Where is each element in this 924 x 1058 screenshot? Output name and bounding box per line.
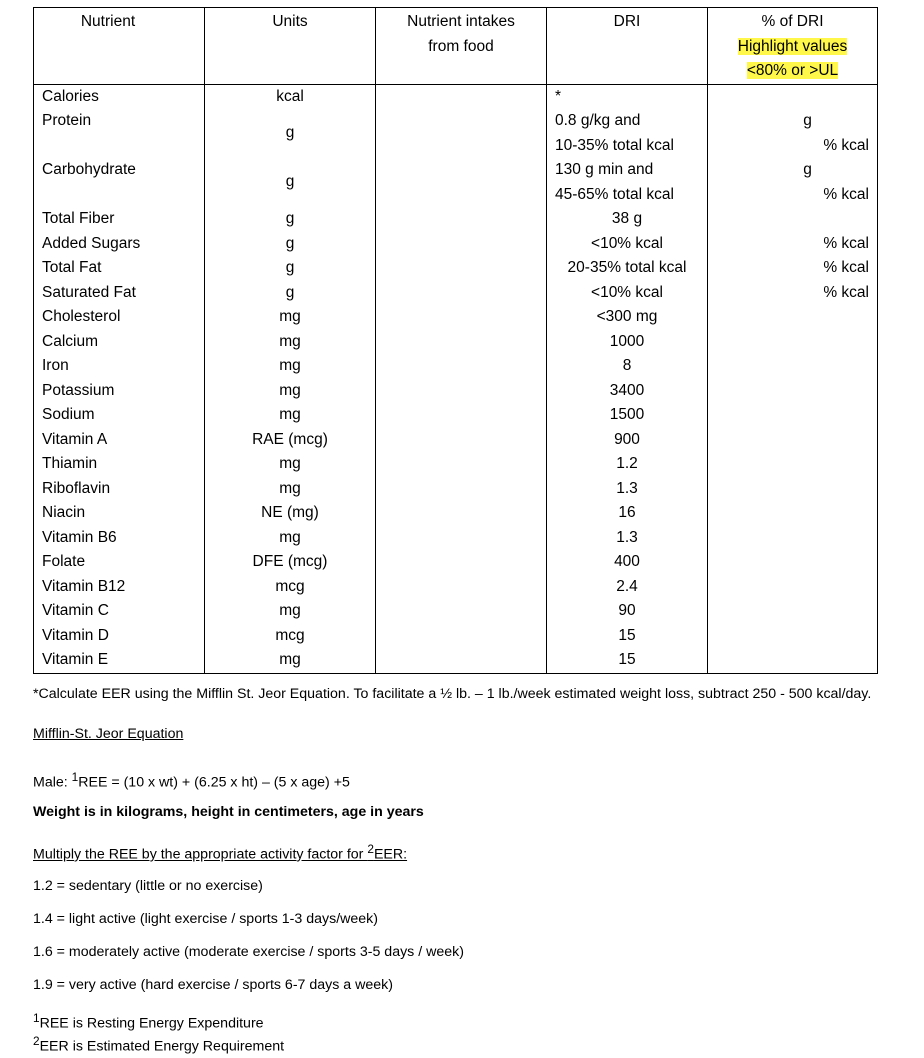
pct-dri-cell: [708, 477, 878, 502]
equation-title: Mifflin-St. Jeor Equation: [33, 726, 184, 742]
dri-value: *: [547, 84, 708, 109]
nutrient-units: g: [205, 109, 376, 158]
intake-cell: [376, 158, 547, 207]
pct-dri-cell: [708, 599, 878, 624]
table-row: [34, 403, 878, 428]
intake-cell: [376, 232, 547, 257]
nutrient-name: Niacin: [34, 501, 205, 526]
pct-dri-cell: % kcal: [708, 232, 878, 257]
dri-value: 15: [547, 624, 708, 649]
pct-dri-cell: g % kcal: [708, 158, 878, 207]
dri-value: <10% kcal: [547, 281, 708, 306]
nutrient-units: mg: [205, 648, 376, 673]
nutrient-units: mg: [205, 403, 376, 428]
nutrient-units: mg: [205, 477, 376, 502]
nutrient-units: mcg: [205, 624, 376, 649]
factor-light: 1.4 = light active (light exercise / sports 1-3 days/week): [33, 911, 378, 927]
dri-value: 16: [547, 501, 708, 526]
table-row: [34, 501, 878, 526]
nutrient-units: g: [205, 281, 376, 306]
intake-cell: [376, 379, 547, 404]
table-row: [34, 232, 878, 257]
dri-value: 8: [547, 354, 708, 379]
highlight-note-range: <80% or >UL: [746, 62, 839, 79]
intake-cell: [376, 624, 547, 649]
header-pct-dri: % of DRI Highlight values <80% or >UL: [708, 8, 878, 85]
nutrient-units: mg: [205, 330, 376, 355]
pct-dri-cell: [708, 84, 878, 109]
nutrient-name: Thiamin: [34, 452, 205, 477]
nutrient-units: kcal: [205, 84, 376, 109]
table-row: [34, 379, 878, 404]
nutrient-units: mg: [205, 354, 376, 379]
factor-moderate: 1.6 = moderately active (moderate exercise / sports 3-5 days / week): [33, 944, 464, 960]
table-row: [34, 452, 878, 477]
dri-value: 3400: [547, 379, 708, 404]
intake-cell: [376, 575, 547, 600]
table-row: [34, 330, 878, 355]
intake-cell: [376, 452, 547, 477]
nutrient-name: Added Sugars: [34, 232, 205, 257]
nutrient-table: [33, 7, 878, 674]
dri-value: 15: [547, 648, 708, 673]
pct-dri-cell: % kcal: [708, 256, 878, 281]
nutrient-units: mg: [205, 599, 376, 624]
pct-dri-cell: [708, 648, 878, 673]
intake-cell: [376, 354, 547, 379]
intake-cell: [376, 281, 547, 306]
nutrient-units: mg: [205, 305, 376, 330]
table-row: [34, 84, 878, 109]
nutrient-name: Total Fiber: [34, 207, 205, 232]
header-nutrient: Nutrient: [34, 8, 205, 85]
units-note: Weight is in kilograms, height in centimeters, age in years: [33, 804, 424, 820]
dri-value: 130 g min and 45-65% total kcal: [547, 158, 708, 207]
pct-dri-cell: [708, 305, 878, 330]
nutrient-name: Vitamin C: [34, 599, 205, 624]
nutrient-name: Potassium: [34, 379, 205, 404]
table-body: [34, 84, 878, 673]
pct-dri-cell: [708, 354, 878, 379]
pct-dri-cell: [708, 428, 878, 453]
nutrient-name: Calories: [34, 84, 205, 109]
table-row: [34, 109, 878, 158]
nutrient-units: mcg: [205, 575, 376, 600]
nutrient-units: mg: [205, 379, 376, 404]
intake-cell: [376, 648, 547, 673]
nutrient-units: NE (mg): [205, 501, 376, 526]
intake-cell: [376, 109, 547, 158]
pct-dri-cell: [708, 207, 878, 232]
nutrient-name: Protein: [34, 109, 205, 158]
multiply-instruction: Multiply the REE by the appropriate activity factor for $^2$EER:: [33, 842, 408, 863]
pct-dri-cell: [708, 501, 878, 526]
nutrient-name: Calcium: [34, 330, 205, 355]
intake-cell: [376, 526, 547, 551]
pct-dri-cell: [708, 379, 878, 404]
dri-value: 0.8 g/kg and 10-35% total kcal: [547, 109, 708, 158]
nutrient-name: Vitamin B12: [34, 575, 205, 600]
eer-definition: $^2$EER is Estimated Energy Requirement: [33, 1034, 285, 1055]
dri-value: 1000: [547, 330, 708, 355]
nutrient-name: Riboflavin: [34, 477, 205, 502]
intake-cell: [376, 330, 547, 355]
table-row: [34, 256, 878, 281]
table-row: [34, 158, 878, 207]
table-row: [34, 526, 878, 551]
nutrient-name: Saturated Fat: [34, 281, 205, 306]
factor-very-active: 1.9 = very active (hard exercise / sports 6-7 days a week): [33, 977, 393, 993]
intake-cell: [376, 501, 547, 526]
table-header-row: [34, 8, 878, 85]
table-row: [34, 599, 878, 624]
pct-dri-cell: [708, 452, 878, 477]
nutrient-name: Cholesterol: [34, 305, 205, 330]
dri-value: 400: [547, 550, 708, 575]
table-row: [34, 305, 878, 330]
nutrient-units: g: [205, 207, 376, 232]
intake-cell: [376, 550, 547, 575]
header-units: Units: [205, 8, 376, 85]
factor-sedentary: 1.2 = sedentary (little or no exercise): [33, 878, 263, 894]
header-intakes: Nutrient intakes from food: [376, 8, 547, 85]
intake-cell: [376, 207, 547, 232]
nutrient-units: mg: [205, 526, 376, 551]
nutrient-units: DFE (mcg): [205, 550, 376, 575]
intake-cell: [376, 428, 547, 453]
table-row: [34, 354, 878, 379]
male-equation: Male: $^1$REE = (10 x wt) + (6.25 x ht) – (5 x age) +5: [33, 770, 350, 791]
pct-dri-cell: [708, 550, 878, 575]
intake-cell: [376, 84, 547, 109]
dri-value: 1.2: [547, 452, 708, 477]
pct-dri-cell: [708, 624, 878, 649]
nutrient-name: Vitamin E: [34, 648, 205, 673]
nutrient-name: Total Fat: [34, 256, 205, 281]
dri-value: <300 mg: [547, 305, 708, 330]
intake-cell: [376, 305, 547, 330]
dri-value: 90: [547, 599, 708, 624]
pct-dri-cell: [708, 526, 878, 551]
nutrient-units: g: [205, 158, 376, 207]
intake-cell: [376, 403, 547, 428]
dri-value: 2.4: [547, 575, 708, 600]
ree-definition: $^1$REE is Resting Energy Expenditure: [33, 1011, 264, 1032]
table-row: [34, 207, 878, 232]
pct-dri-cell: [708, 330, 878, 355]
nutrient-units: g: [205, 232, 376, 257]
nutrient-name: Vitamin D: [34, 624, 205, 649]
pct-dri-cell: g % kcal: [708, 109, 878, 158]
dri-value: 1.3: [547, 477, 708, 502]
nutrient-units: RAE (mcg): [205, 428, 376, 453]
nutrient-name: Iron: [34, 354, 205, 379]
dri-value: 1500: [547, 403, 708, 428]
pct-dri-cell: % kcal: [708, 281, 878, 306]
eer-footnote: *Calculate EER using the Mifflin St. Jeor Equation. To facilitate a ½ lb. – 1 lb./week estimated weight loss, subtract 250 - 500 kcal/day.: [33, 686, 872, 702]
pct-dri-cell: [708, 403, 878, 428]
nutrient-name: Sodium: [34, 403, 205, 428]
nutrient-name: Folate: [34, 550, 205, 575]
intake-cell: [376, 599, 547, 624]
intake-cell: [376, 477, 547, 502]
dri-value: 1.3: [547, 526, 708, 551]
table-row: [34, 477, 878, 502]
header-dri: DRI: [547, 8, 708, 85]
table-row: [34, 648, 878, 673]
highlight-note: Highlight values: [737, 37, 848, 55]
nutrient-name: Vitamin A: [34, 428, 205, 453]
nutrient-name: Carbohydrate: [34, 158, 205, 207]
dri-value: 38 g: [547, 207, 708, 232]
nutrient-units: mg: [205, 452, 376, 477]
dri-value: 20-35% total kcal: [547, 256, 708, 281]
dri-value: <10% kcal: [547, 232, 708, 257]
table-row: [34, 550, 878, 575]
table-row: [34, 281, 878, 306]
nutrient-units: g: [205, 256, 376, 281]
table-row: [34, 575, 878, 600]
pct-dri-cell: [708, 575, 878, 600]
intake-cell: [376, 256, 547, 281]
table-row: [34, 624, 878, 649]
table-row: [34, 428, 878, 453]
nutrient-name: Vitamin B6: [34, 526, 205, 551]
dri-value: 900: [547, 428, 708, 453]
notes-section: [33, 684, 893, 1055]
